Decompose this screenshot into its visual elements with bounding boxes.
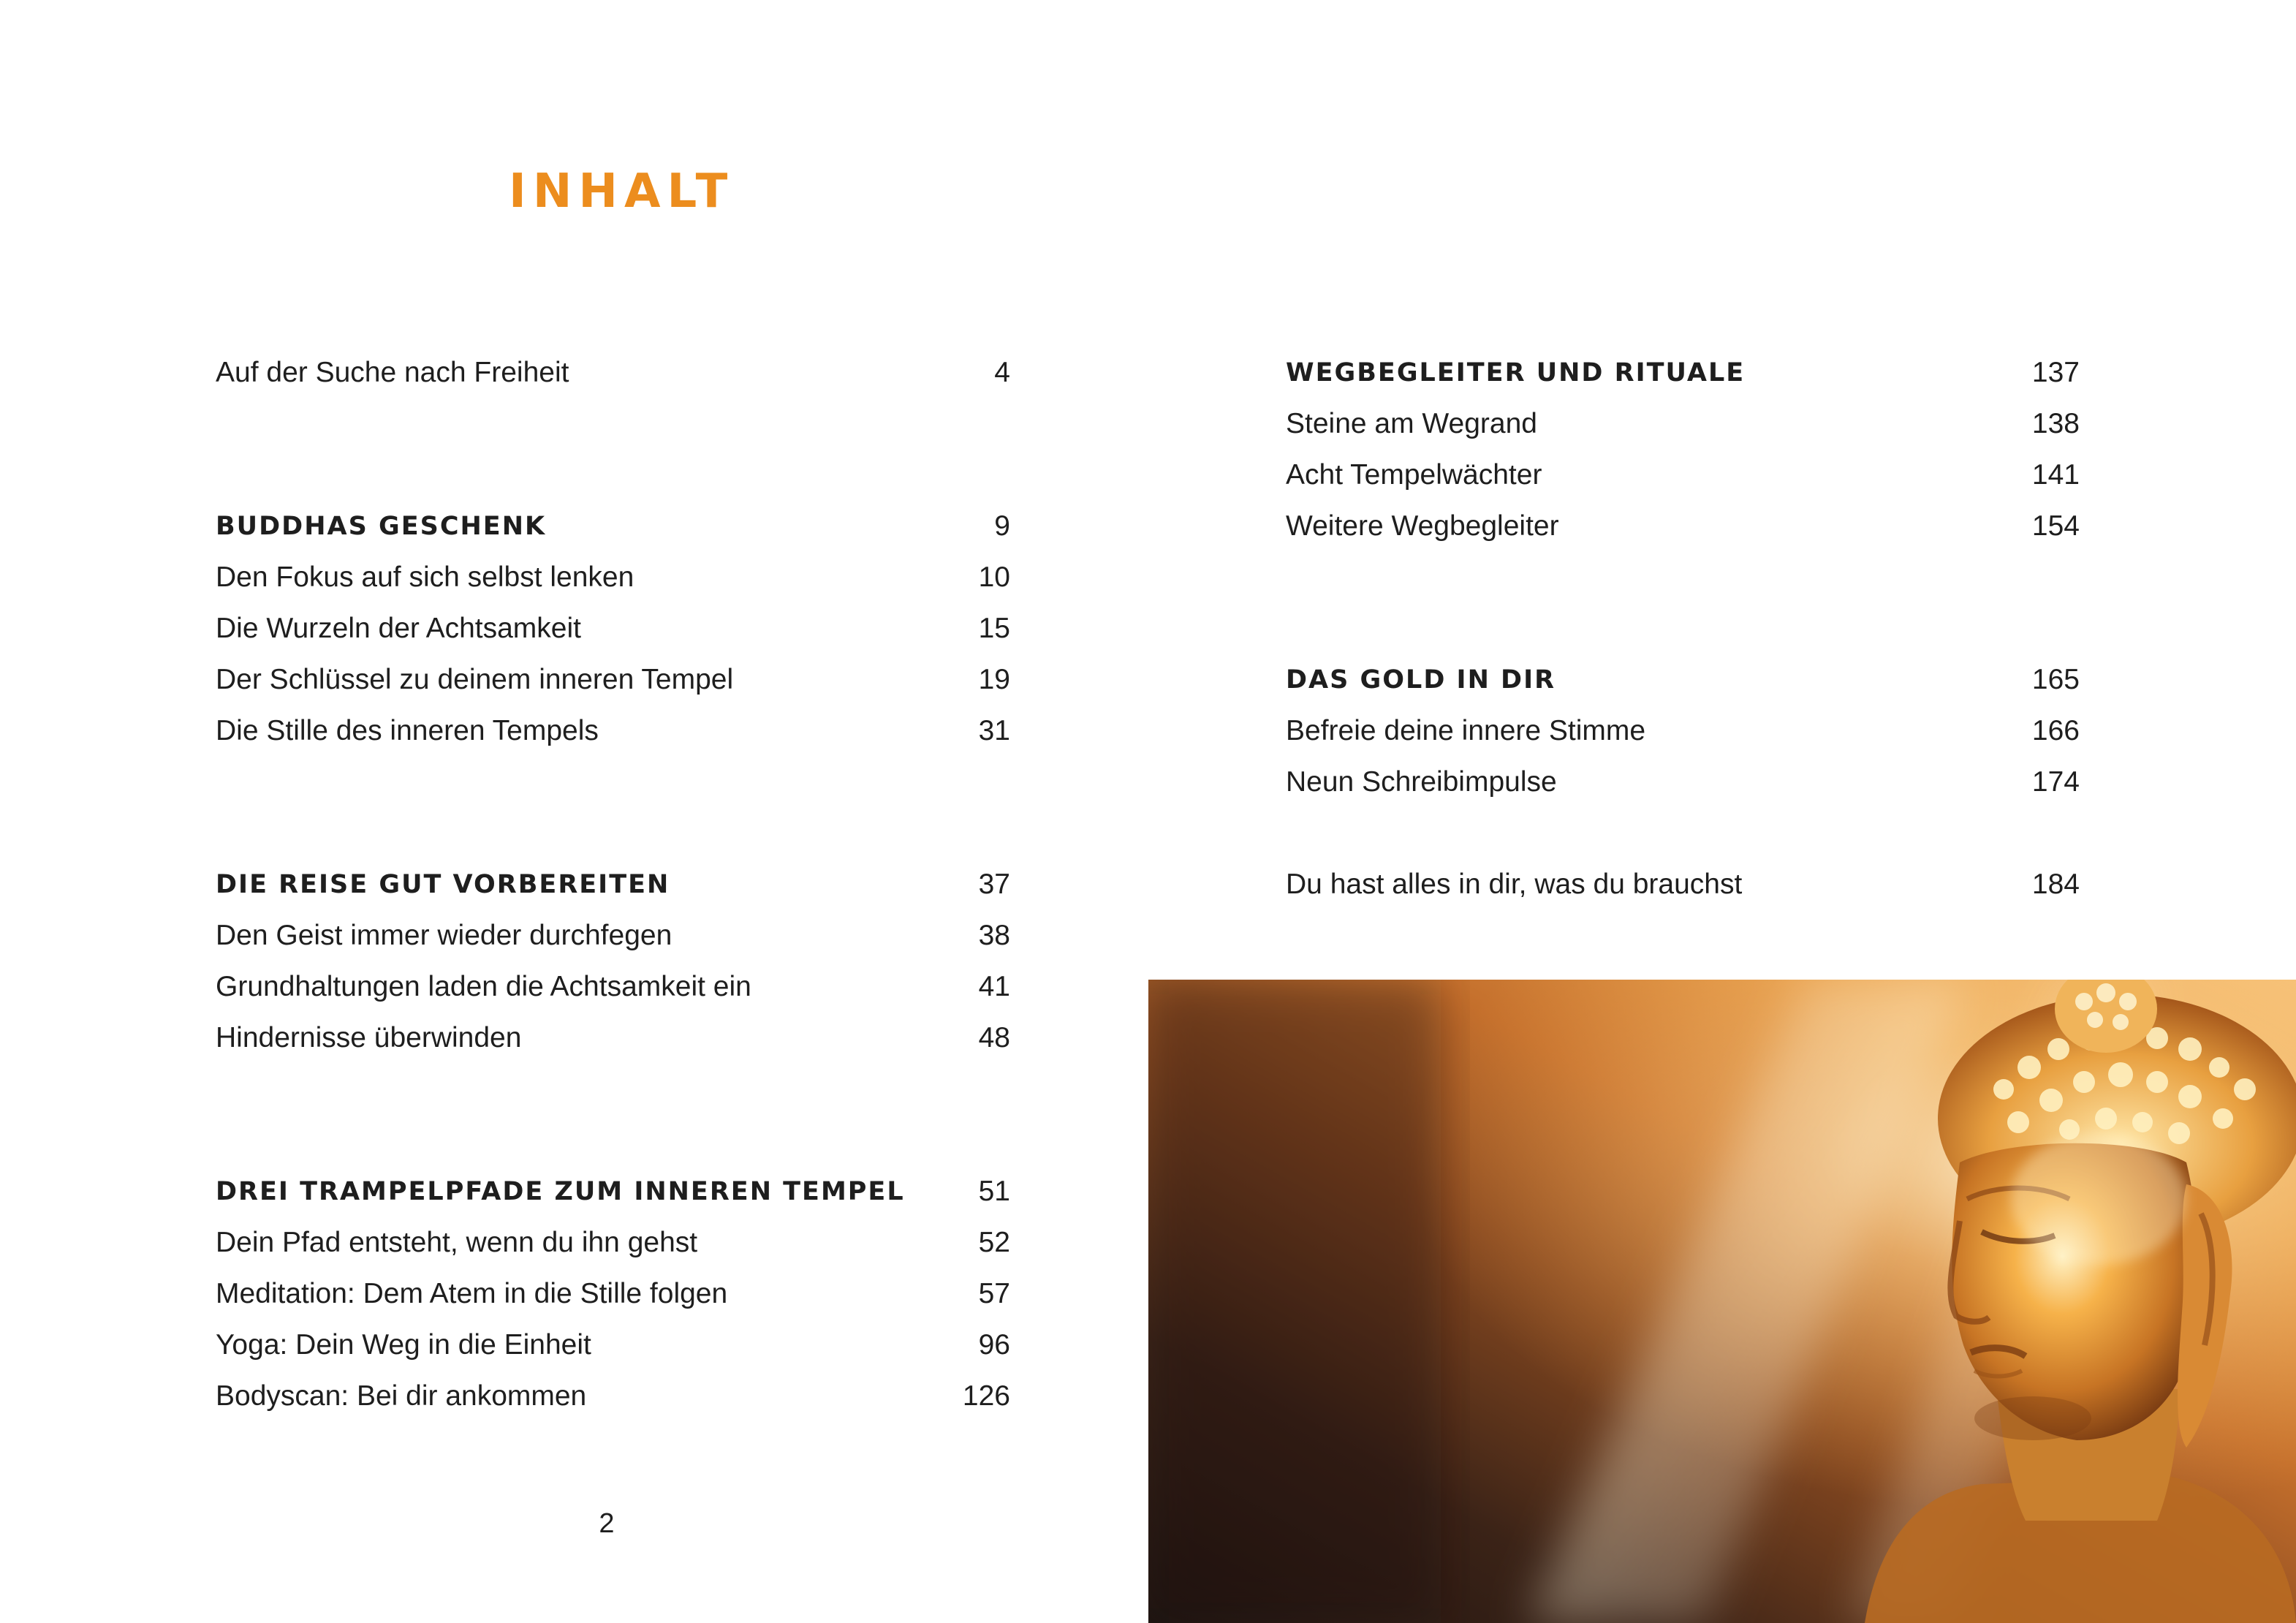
toc-section-heading[interactable] <box>216 501 1010 552</box>
toc-entry[interactable] <box>216 552 1010 603</box>
toc-entry-page: 15 <box>978 613 1010 644</box>
toc-entry[interactable] <box>216 654 1010 705</box>
toc-entry-page: 4 <box>994 357 1010 388</box>
toc-entry-label: Den Geist immer wieder durchfegen <box>216 920 672 951</box>
toc-entry-label: Meditation: Dem Atem in die Stille folgen <box>216 1278 728 1309</box>
toc-entry-label: Befreie deine innere Stimme <box>1286 715 1646 746</box>
toc-entry[interactable] <box>216 910 1010 961</box>
toc-entry[interactable] <box>216 1217 1010 1268</box>
toc-entry-label: Den Fokus auf sich selbst lenken <box>216 561 634 593</box>
toc-entry-label: Steine am Wegrand <box>1286 408 1537 439</box>
toc-section-page: 165 <box>2031 664 2080 695</box>
toc-entry-label: Acht Tempelwächter <box>1286 459 1542 491</box>
toc-entry-label: Yoga: Dein Weg in die Einheit <box>216 1329 591 1361</box>
toc-entry-label: Bodyscan: Bei dir ankommen <box>216 1380 587 1412</box>
toc-section-label: WEGBEGLEITER UND RITUALE <box>1286 358 1746 387</box>
toc-entry-label: Die Wurzeln der Achtsamkeit <box>216 613 581 644</box>
toc-entry-page: 138 <box>2031 408 2080 439</box>
toc-entry[interactable] <box>216 961 1010 1013</box>
toc-entry[interactable] <box>1286 501 2080 552</box>
buddha-photo-graphic <box>1148 980 2296 1623</box>
toc-entry-label: Auf der Suche nach Freiheit <box>216 357 569 388</box>
toc-entry-page: 52 <box>978 1227 1010 1258</box>
toc-entry[interactable] <box>216 603 1010 654</box>
toc-entry[interactable] <box>1286 859 2080 910</box>
toc-section-heading[interactable] <box>1286 347 2080 398</box>
toc-entry-label: Der Schlüssel zu deinem inneren Tempel <box>216 664 734 695</box>
toc-entry-page: 41 <box>978 971 1010 1002</box>
toc-entry-label: Du hast alles in dir, was du brauchst <box>1286 869 1743 900</box>
toc-entry-page: 57 <box>978 1278 1010 1309</box>
toc-entry-page: 38 <box>978 920 1010 951</box>
toc-entry-page: 10 <box>978 561 1010 593</box>
toc-section-label: BUDDHAS GESCHENK <box>216 512 547 541</box>
toc-section-page: 9 <box>994 510 1010 542</box>
toc-section-label: DIE REISE GUT VORBEREITEN <box>216 870 670 899</box>
toc-entry-label: Weitere Wegbegleiter <box>1286 510 1559 542</box>
toc-entry[interactable] <box>1286 398 2080 450</box>
toc-entry-label: Neun Schreibimpulse <box>1286 766 1557 798</box>
toc-entry-page: 48 <box>978 1022 1010 1053</box>
toc-entry-page: 154 <box>2031 510 2080 542</box>
toc-entry-label: Die Stille des inneren Tempels <box>216 715 599 746</box>
toc-entry[interactable] <box>1286 757 2080 808</box>
toc-entry-page: 126 <box>962 1380 1010 1412</box>
toc-entry-page: 141 <box>2031 459 2080 491</box>
toc-section-label: DREI TRAMPELPFADE ZUM INNEREN TEMPEL <box>216 1177 905 1206</box>
toc-entry[interactable] <box>216 1268 1010 1320</box>
toc-section-heading[interactable] <box>216 859 1010 910</box>
toc-section-heading[interactable] <box>216 1166 1010 1217</box>
toc-entry-page: 166 <box>2031 715 2080 746</box>
toc-section-page: 37 <box>978 869 1010 900</box>
page-number: 2 <box>599 1508 615 1539</box>
toc-entry-label: Dein Pfad entsteht, wenn du ihn gehst <box>216 1227 698 1258</box>
toc-entry[interactable] <box>1286 705 2080 757</box>
toc-entry[interactable] <box>216 705 1010 757</box>
toc-section-heading[interactable] <box>1286 654 2080 705</box>
toc-entry[interactable] <box>1286 450 2080 501</box>
toc-entry-label: Grundhaltungen laden die Achtsamkeit ein <box>216 971 751 1002</box>
toc-entry[interactable] <box>216 1320 1010 1371</box>
toc-section-page: 51 <box>978 1176 1010 1207</box>
page-title: INHALT <box>509 164 735 219</box>
toc-entry[interactable] <box>216 1371 1010 1422</box>
toc-entry-page: 19 <box>978 664 1010 695</box>
toc-section-page: 137 <box>2031 357 2080 388</box>
toc-entry-page: 184 <box>2031 869 2080 900</box>
toc-entry-page: 174 <box>2031 766 2080 798</box>
toc-entry[interactable] <box>216 1013 1010 1064</box>
toc-entry[interactable] <box>216 347 1010 398</box>
toc-section-label: DAS GOLD IN DIR <box>1286 665 1556 695</box>
toc-entry-page: 31 <box>978 715 1010 746</box>
toc-entry-page: 96 <box>978 1329 1010 1361</box>
buddha-photo <box>1148 980 2296 1623</box>
toc-entry-label: Hindernisse überwinden <box>216 1022 522 1053</box>
